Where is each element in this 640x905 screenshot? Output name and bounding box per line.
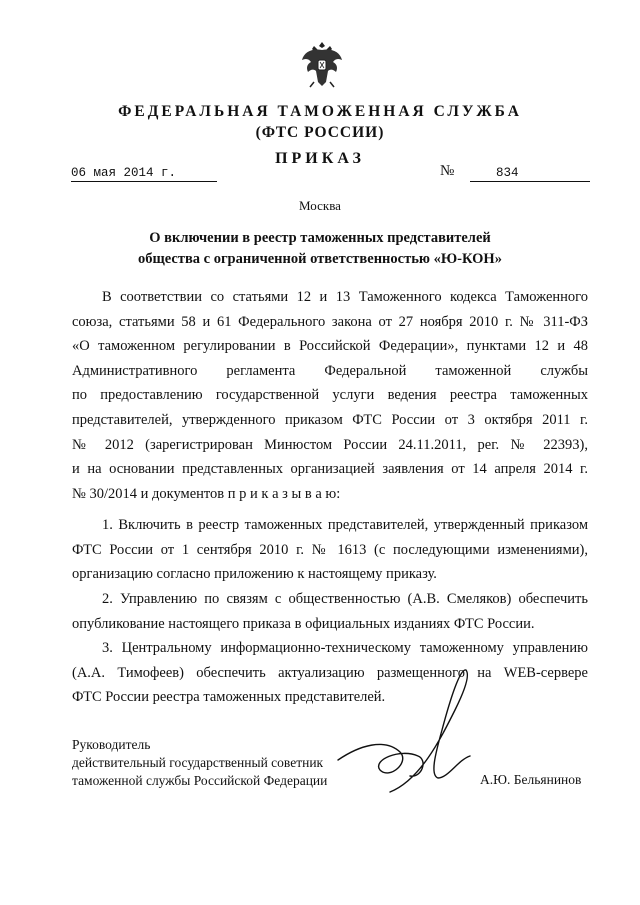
agency-name: ФЕДЕРАЛЬНАЯ ТАМОЖЕННАЯ СЛУЖБА bbox=[118, 103, 522, 120]
agency-abbreviation: (ФТС РОССИИ) bbox=[255, 124, 385, 141]
preamble-line: союза, статьями 58 и 61 Федерального закона от 27 ноября 2010 г. № 311-ФЗ bbox=[72, 313, 588, 330]
order-title-line-2: общества с ограниченной ответственностью «Ю-КОН» bbox=[138, 251, 502, 267]
preamble-line: по предоставлению государственной услуги ведения реестра таможенных bbox=[72, 387, 588, 404]
preamble-paragraph bbox=[72, 285, 588, 506]
number-label: № bbox=[440, 163, 455, 179]
preamble-line: № 30/2014 и документов п р и к а з ы в а ю: bbox=[72, 485, 341, 502]
signer-position-line-2: действительный государственный советник bbox=[72, 755, 324, 770]
city: Москва bbox=[299, 198, 341, 213]
item-1-line: ФТС России от 1 сентября 2010 г. № 1613 (с последующими изменениями), bbox=[72, 541, 588, 558]
signer-position-line-3: таможенной службы Российской Федерации bbox=[72, 773, 328, 788]
item-1-paragraph bbox=[72, 513, 588, 587]
document-type: ПРИКАЗ bbox=[275, 150, 365, 167]
item-2-line: 2. Управлению по связям с общественностью (А.В. Смеляков) обеспечить bbox=[102, 591, 588, 607]
item-2-paragraph bbox=[72, 587, 588, 636]
signer-name: А.Ю. Бельянинов bbox=[480, 772, 582, 787]
item-3-line: 3. Центральному информационно-техническому таможенному управлению bbox=[102, 640, 588, 656]
preamble-line: и на основании представленных организацией заявления от 14 апреля 2014 г. bbox=[72, 461, 588, 478]
order-title-line-1: О включении в реестр таможенных представителей bbox=[149, 230, 491, 246]
preamble-line: № 2012 (зарегистрирован Минюстом России 24.11.2011, рег. № 22393), bbox=[72, 436, 588, 453]
document-number: 834 bbox=[470, 166, 590, 182]
document-date: 06 мая 2014 г. bbox=[71, 166, 217, 182]
coat-of-arms-emblem bbox=[300, 38, 344, 90]
preamble-line: представителей, утвержденного приказом ФТС России от 3 октября 2011 г. bbox=[72, 411, 588, 428]
preamble-line: «О таможенном регулировании в Российской Федерации», пунктами 12 и 48 bbox=[72, 338, 588, 355]
signer-position-line-1: Руководитель bbox=[72, 737, 151, 752]
preamble-line: Административного регламента Федеральной таможенной службы bbox=[72, 362, 588, 379]
item-2-line: опубликование настоящего приказа в официальных изданиях ФТС России. bbox=[72, 615, 535, 632]
item-3-line: (А.А. Тимофеев) обеспечить актуализацию размещенного на WEB-сервере bbox=[72, 664, 588, 681]
item-3-line: ФТС России реестра таможенных представителей. bbox=[72, 689, 386, 706]
item-1-line: организацию согласно приложению к настоящему приказу. bbox=[72, 566, 437, 583]
preamble-line: В соответствии со статьями 12 и 13 Таможенного кодекса Таможенного bbox=[102, 289, 588, 305]
handwritten-signature bbox=[330, 660, 490, 800]
item-1-line: 1. Включить в реестр таможенных представителей, утвержденный приказом bbox=[102, 517, 588, 533]
